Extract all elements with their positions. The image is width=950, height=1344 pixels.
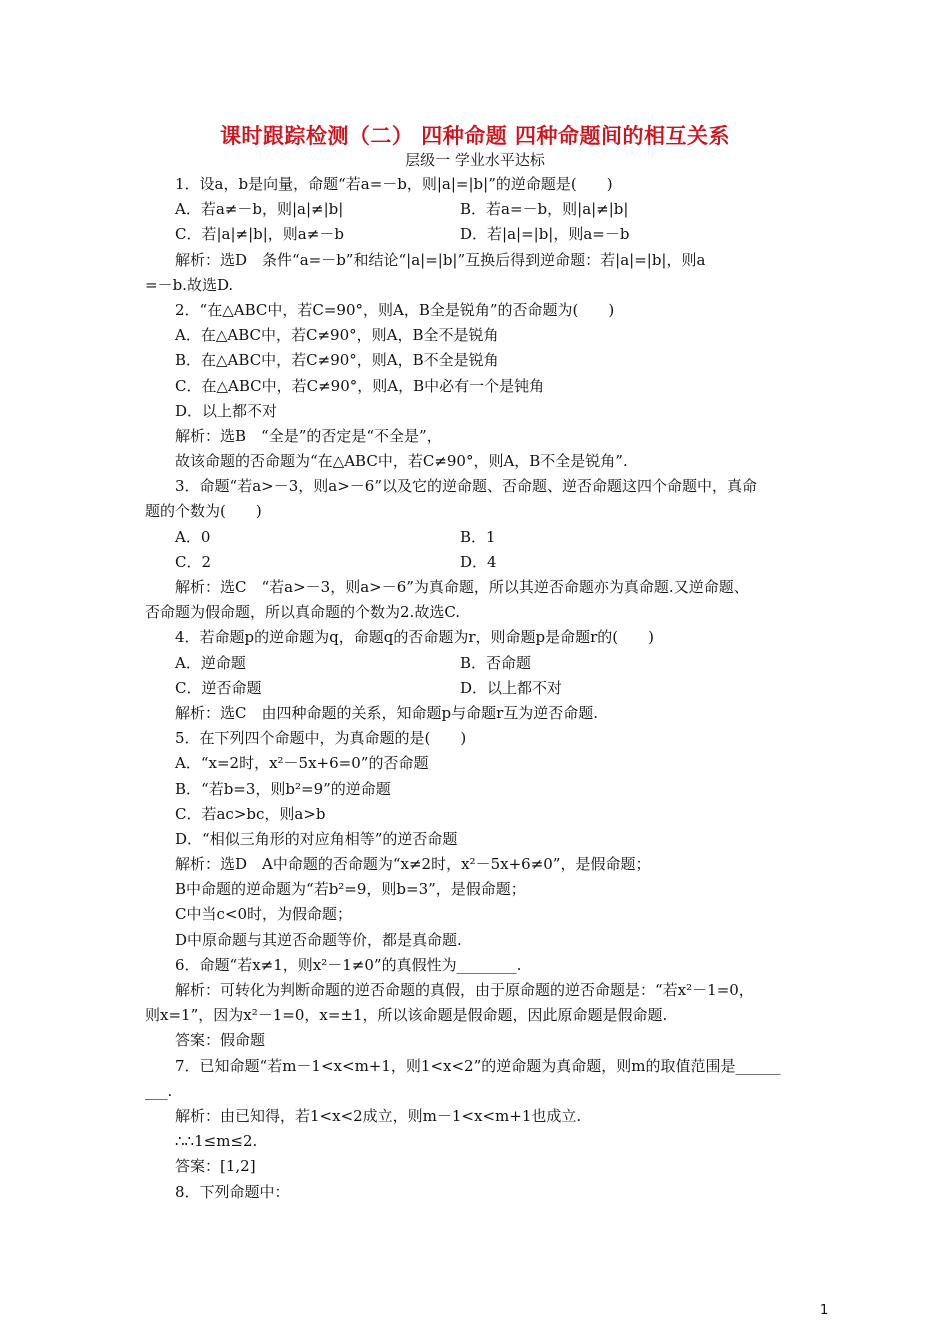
text-line: 解析：选D A中命题的否命题为“x≠2时，x²－5x+6≠0”，是假命题； — [175, 855, 651, 874]
text-line: 7．已知命题“若m－1<x<m+1，则1<x<2”的逆命题为真命题，则m的取值范围是______ — [175, 1056, 781, 1075]
text-line: 否命题为假命题，所以真命题的个数为2.故选C. — [145, 603, 461, 622]
text-line: 则x=1”，因为x²－1=0，x=±1，所以该命题是假命题，因此原命题是假命题. — [145, 1006, 668, 1025]
text-line: D．“相似三角形的对应角相等”的逆否命题 — [175, 829, 458, 848]
option-text: C．2 — [175, 552, 212, 571]
option-text: B．若a=－b，则|a|≠|b| — [460, 200, 629, 219]
page-number: 1 — [820, 1303, 829, 1318]
text-line: 2．“在△ABC中，若C=90°，则A，B全是锐角”的否命题为( ) — [175, 300, 615, 319]
option-text: A．0 — [175, 527, 211, 546]
text-line: A．“x=2时，x²－5x+6=0”的否命题 — [175, 754, 429, 773]
text-line: 4．若命题p的逆命题为q，命题q的否命题为r，则命题p是命题r的( ) — [175, 628, 654, 647]
text-line: 解析：选B “全是”的否定是“不全是”， — [175, 426, 442, 445]
option-text: C．逆否命题 — [175, 678, 262, 697]
option-text: D．若|a|=|b|，则a=－b — [460, 225, 630, 244]
text-line — [145, 222, 810, 247]
text-line: B．“若b=3，则b²=9”的逆命题 — [175, 779, 391, 798]
text-line — [145, 525, 810, 550]
text-line: 1．设a，b是向量，命题“若a=－b，则|a|=|b|”的逆命题是( ) — [175, 175, 613, 193]
text-line: =－b.故选D. — [145, 275, 234, 294]
text-line: 解析：选C “若a>－3，则a>－6”为真命题，所以其逆否命题亦为真命题.又逆命题、 — [175, 578, 749, 596]
text-line: 题的个数为( ) — [145, 502, 262, 521]
text-line: C中当c<0时，为假命题； — [175, 905, 352, 924]
text-line: 6．命题“若x≠1，则x²－1≠0”的真假性为________. — [175, 955, 522, 974]
text-line: 解析：选C 由四种命题的关系，知命题p与命题r互为逆否命题. — [175, 703, 599, 722]
page-title: 课时跟踪检测（二） 四种命题 四种命题间的相互关系 — [219, 124, 731, 148]
text-line — [145, 676, 810, 701]
option-text: B．否命题 — [460, 653, 532, 672]
text-line: ∴∴1≤m≤2. — [175, 1132, 258, 1151]
text-line: 解析：可转化为判断命题的逆否命题的真假，由于原命题的逆否命题是：“若x²－1=0， — [175, 981, 754, 999]
text-line: B中命题的逆命题为“若b²=9，则b=3”，是假命题； — [175, 880, 526, 899]
text-line: D中原命题与其逆否命题等价，都是真命题. — [175, 930, 462, 949]
text-line: 答案：假命题 — [175, 1031, 266, 1050]
text-line: ___. — [145, 1081, 173, 1100]
text-line: 解析：选D 条件“a=－b”和结论“|a|=|b|”互换后得到逆命题：若|a|=|b|，则a — [175, 250, 706, 269]
text-line: B．在△ABC中，若C≠90°，则A，B不全是锐角 — [175, 351, 499, 370]
text-line: 8．下列命题中： — [175, 1182, 290, 1201]
text-line: 解析：由已知得，若1<x<2成立，则m－1<x<m+1也成立. — [175, 1106, 582, 1125]
option-text: B．1 — [460, 527, 496, 546]
text-line — [145, 651, 810, 676]
question-content — [145, 172, 810, 1205]
option-text: C．若|a|≠|b|，则a≠－b — [175, 225, 344, 244]
text-line: 答案：[1,2] — [175, 1157, 256, 1176]
text-line: 3．命题“若a>－3，则a>－6”以及它的逆命题、否命题、逆否命题这四个命题中，真命 — [175, 477, 757, 496]
text-line: C．若ac>bc，则a>b — [175, 804, 326, 823]
text-line: 故该命题的否命题为“在△ABC中，若C≠90°，则A，B不全是锐角”. — [175, 452, 628, 471]
text-line: D．以上都不对 — [175, 401, 278, 420]
text-line: C．在△ABC中，若C≠90°，则A，B中必有一个是钝角 — [175, 376, 545, 395]
text-line: 5．在下列四个命题中，为真命题的是( ) — [175, 729, 467, 748]
option-text: A．若a≠－b，则|a|≠|b| — [175, 200, 344, 219]
option-text: A．逆命题 — [175, 653, 246, 672]
text-line — [145, 197, 810, 222]
text-line: A．在△ABC中，若C≠90°，则A，B全不是锐角 — [175, 326, 499, 345]
option-text: D．4 — [460, 552, 497, 571]
text-line — [145, 550, 810, 575]
option-text: D．以上都不对 — [460, 678, 563, 697]
section-level-heading: 层级一 学业水平达标 — [405, 151, 545, 169]
